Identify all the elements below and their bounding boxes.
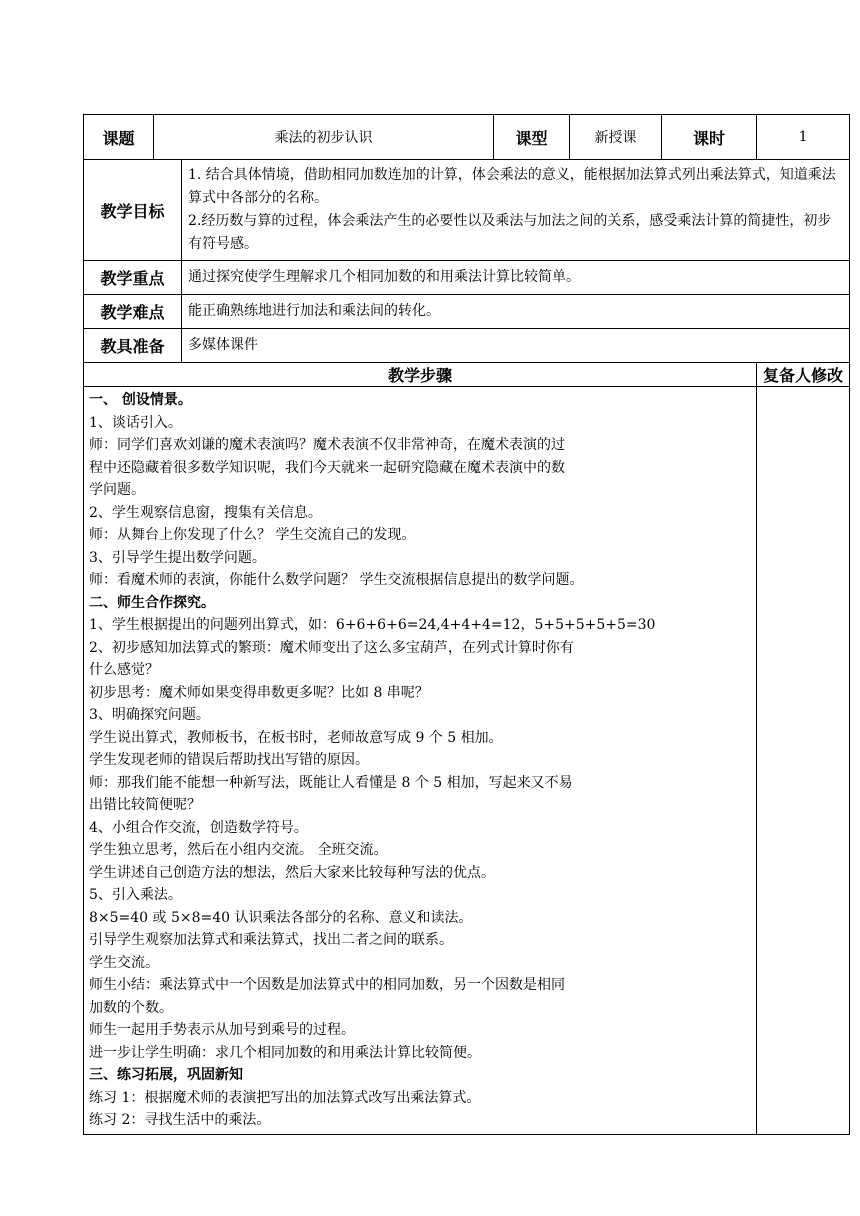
objectives-row	[84, 160, 850, 261]
step-line: 什么感觉？	[89, 662, 159, 678]
topic-value: 乘法的初步认识	[154, 115, 494, 160]
step-line: 学生发现老师的错误后帮助找出写错的原因。	[89, 752, 369, 768]
step-line: 出错比较简便呢？	[89, 797, 201, 813]
section-heading: 三、练习拓展，巩固新知	[89, 1067, 243, 1083]
step-line: 5、引入乘法。	[89, 887, 182, 903]
step-line: 学生独立思考，然后在小组内交流。 全班交流。	[89, 842, 388, 858]
key-point-value: 通过探究使学生理解求几个相同加数的和用乘法计算比较简单。	[182, 261, 850, 295]
topic-label: 课题	[84, 115, 154, 160]
hours-value: 1	[757, 115, 850, 160]
step-line: 学生说出算式，教师板书，在板书时，老师故意写成 9 个 5 相加。	[89, 729, 503, 746]
step-line: 程中还隐藏着很多数学知识呢，我们今天就来一起研究隐藏在魔术表演中的数	[89, 459, 565, 476]
tools-value: 多媒体课件	[182, 329, 850, 363]
key-point-label: 教学重点	[84, 261, 182, 295]
type-value: 新授课	[570, 115, 662, 160]
step-line: 3、明确探究问题。	[89, 707, 210, 723]
step-line: 3、引导学生提出数学问题。	[89, 549, 266, 566]
lesson-plan-table	[83, 114, 850, 1135]
step-line: 4、小组合作交流，创造数学符号。	[89, 819, 308, 836]
type-label: 课型	[494, 115, 570, 160]
revise-column	[757, 387, 850, 1135]
key-point-row	[84, 261, 850, 295]
step-line: 引导学生观察加法算式和乘法算式，找出二者之间的联系。	[89, 932, 453, 948]
header-row	[84, 115, 850, 160]
step-line: 学问题。	[89, 482, 145, 498]
step-line: 进一步让学生明确：求几个相同加数的和用乘法计算比较简便。	[89, 1044, 481, 1061]
step-line: 1、学生根据提出的问题列出算式，如：6+6+6+6=24,4+4+4=12，5+5+5+5+5=30	[89, 617, 656, 633]
section-heading: 二、师生合作探究。	[89, 594, 215, 611]
step-line: 学生交流。	[89, 954, 159, 971]
step-line: 初步思考：魔术师如果变得串数更多呢？比如 8 串呢？	[89, 684, 429, 701]
step-line: 师：同学们喜欢刘谦的魔术表演吗？魔术表演不仅非常神奇，在魔术表演的过	[89, 437, 565, 453]
section-heading: 一、 创设情景。	[89, 392, 192, 408]
step-line: 练习 2：寻找生活中的乘法。	[89, 1112, 271, 1128]
step-line: 2、学生观察信息窗，搜集有关信息。	[89, 504, 322, 521]
steps-row	[84, 387, 850, 1135]
step-line: 学生讲述自己创造方法的想法，然后大家来比较每种写法的优点。	[89, 864, 495, 881]
step-line: 1、谈话引入。	[89, 414, 182, 431]
hours-label: 课时	[662, 115, 757, 160]
step-line: 加数的个数。	[89, 999, 173, 1016]
steps-header: 教学步骤	[84, 363, 757, 387]
step-line: 2、初步感知加法算式的繁琐：魔术师变出了这么多宝葫芦，在列式计算时你有	[89, 639, 574, 656]
objectives-label: 教学目标	[84, 160, 182, 261]
step-line: 师生一起用手势表示从加号到乘号的过程。	[89, 1022, 355, 1038]
lesson-plan-sheet	[83, 114, 844, 1135]
steps-header-row	[84, 363, 850, 387]
tools-row	[84, 329, 850, 363]
step-line: 练习 1：根据魔术师的表演把写出的加法算式改写出乘法算式。	[89, 1089, 481, 1106]
difficulty-value: 能正确熟练地进行加法和乘法间的转化。	[182, 295, 850, 329]
objective-item: 2.经历数与算的过程，体会乘法产生的必要性以及乘法与加法之间的关系，感受乘法计算的简捷性，初步有符号感。	[188, 213, 832, 252]
step-line: 师生小结：乘法算式中一个因数是加法算式中的相同加数，另一个因数是相同	[89, 977, 565, 993]
revise-header: 复备人修改	[757, 363, 850, 387]
step-line: 师：看魔术师的表演，你能什么数学问题？ 学生交流根据信息提出的数学问题。	[89, 572, 584, 588]
step-line: 师：那我们能不能想一种新写法，既能让人看懂是 8 个 5 相加，写起来又不易	[89, 774, 573, 791]
objective-item: 1. 结合具体情境，借助相同加数连加的计算，体会乘法的意义，能根据加法算式列出乘法算式，知道乘法算式中各部分的名称。	[188, 167, 836, 206]
step-line: 师：从舞台上你发现了什么？ 学生交流自己的发现。	[89, 527, 416, 543]
difficulty-row	[84, 295, 850, 329]
objectives-content	[182, 160, 850, 261]
tools-label: 教具准备	[84, 329, 182, 363]
steps-content	[84, 387, 757, 1135]
step-line: 8×5=40 或 5×8=40 认识乘法各部分的名称、意义和读法。	[89, 909, 473, 926]
difficulty-label: 教学难点	[84, 295, 182, 329]
